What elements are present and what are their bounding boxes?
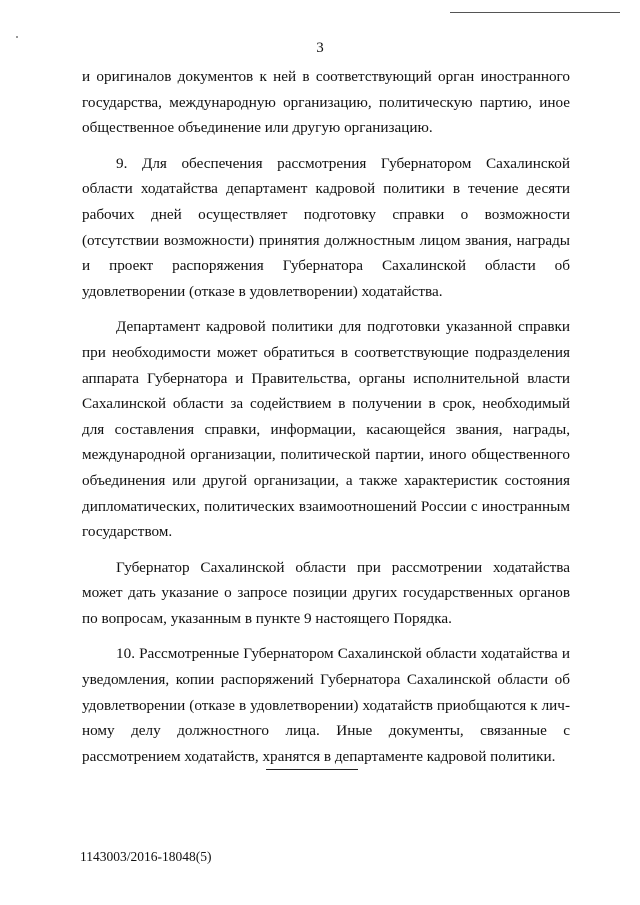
end-of-text-rule [266,769,358,770]
page-number: 3 [316,40,324,56]
paragraph-department-request: Департамент кадровой политики для подготовки указанной справки при необходимости может обратиться в соответствующие подразделения аппарата Губернатора и Правительства, органы исполнительной власти Сахалинской области за содействием в получении в срок, необходимый для составления справки, информации, касающейся звания, награды, международной организации, политической партии, иного общественного объединения или другой организации, а также характеристик состояния дипломатических, политических взаимоотношений России с иностранным государством. [82,318,570,541]
document-body [82,64,570,769]
paragraph-governor-instruction: Губернатор Сахалинской области при рассмотрении ходатайства может дать указание о запросе позиции других государственных органов по вопросам, указанным в пункте 9 настоящего Порядка. [82,558,570,627]
paragraph-continuation: и оригиналов документов к ней в соответствующий орган иностранного государства, международную организацию, политическую партию, иное общественное объединение или другую организацию. [82,68,570,137]
paragraph-item-9: 9. Для обеспечения рассмотрения Губернатором Сахалинской области ходатайства департамент кадровой политики в течение десяти рабочих дней осуществляет подготовку справки о возможности (отсутствии возможности) принятия должностным лицом звания, награды и проект распоряжения Губернатора Сахалинской области об удовлетворении (отказе в удовлетворении) ходатайства. [82,154,570,300]
document-code: 1143003/2016-18048(5) [80,849,212,864]
scan-artifact-line [450,12,620,13]
scan-artifact-dot [16,36,18,38]
paragraph-item-10: 10. Рассмотренные Губернатором Сахалинской области ходатайства и уведомления, копии распоряжений Губернатора Сахалинской области об удовлетворении (отказе в удовлетворении) ходатайств приобщаются к личному делу должностного лица. Иные документы, связанные с рассмотрением ходатайств, хранятся в департаменте кадровой политики. [82,645,570,765]
